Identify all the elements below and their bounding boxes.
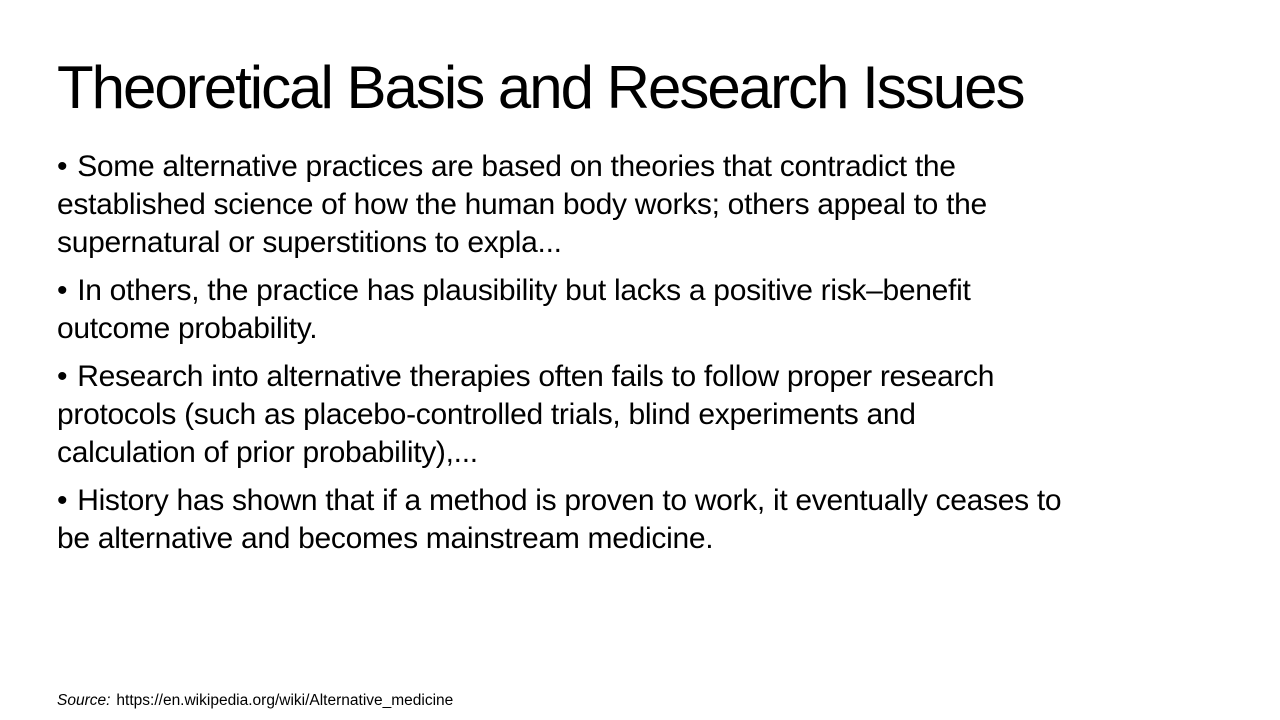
bullet-marker: •: [57, 274, 68, 307]
bullet-item: [57, 482, 1061, 558]
bullet-line: be alternative and becomes mainstream medicine.: [57, 522, 714, 555]
bullet-line: [57, 148, 1061, 186]
bullet-line: protocols (such as placebo-controlled trials, blind experiments and: [57, 398, 916, 431]
bullet-item: [57, 358, 1061, 472]
bullet-marker: •: [57, 484, 68, 517]
source-label: Source:: [57, 692, 111, 709]
bullet-line: [57, 358, 1061, 396]
bullet-line: [57, 272, 1061, 310]
bullet-text: Research into alternative therapies often fails to follow proper research: [77, 360, 995, 393]
bullet-text: In others, the practice has plausibility but lacks a positive risk–benefit: [77, 274, 971, 307]
bullet-line: outcome probability.: [57, 312, 318, 345]
bullet-text: History has shown that if a method is proven to work, it eventually ceases to: [77, 484, 1062, 517]
slide-title: Theoretical Basis and Research Issues: [57, 54, 1024, 121]
source-url: https://en.wikipedia.org/wiki/Alternative_medicine: [116, 692, 454, 709]
source-line: [57, 692, 453, 710]
bullet-marker: •: [57, 360, 68, 393]
bullet-item: [57, 148, 1061, 262]
bullet-line: [57, 482, 1061, 520]
bullet-list: [57, 148, 1061, 568]
bullet-line: established science of how the human body works; others appeal to the: [57, 188, 987, 221]
bullet-line: calculation of prior probability),...: [57, 436, 478, 469]
bullet-text: Some alternative practices are based on theories that contradict the: [77, 150, 956, 183]
bullet-item: [57, 272, 1061, 348]
bullet-marker: •: [57, 150, 68, 183]
bullet-line: supernatural or superstitions to expla...: [57, 226, 562, 259]
